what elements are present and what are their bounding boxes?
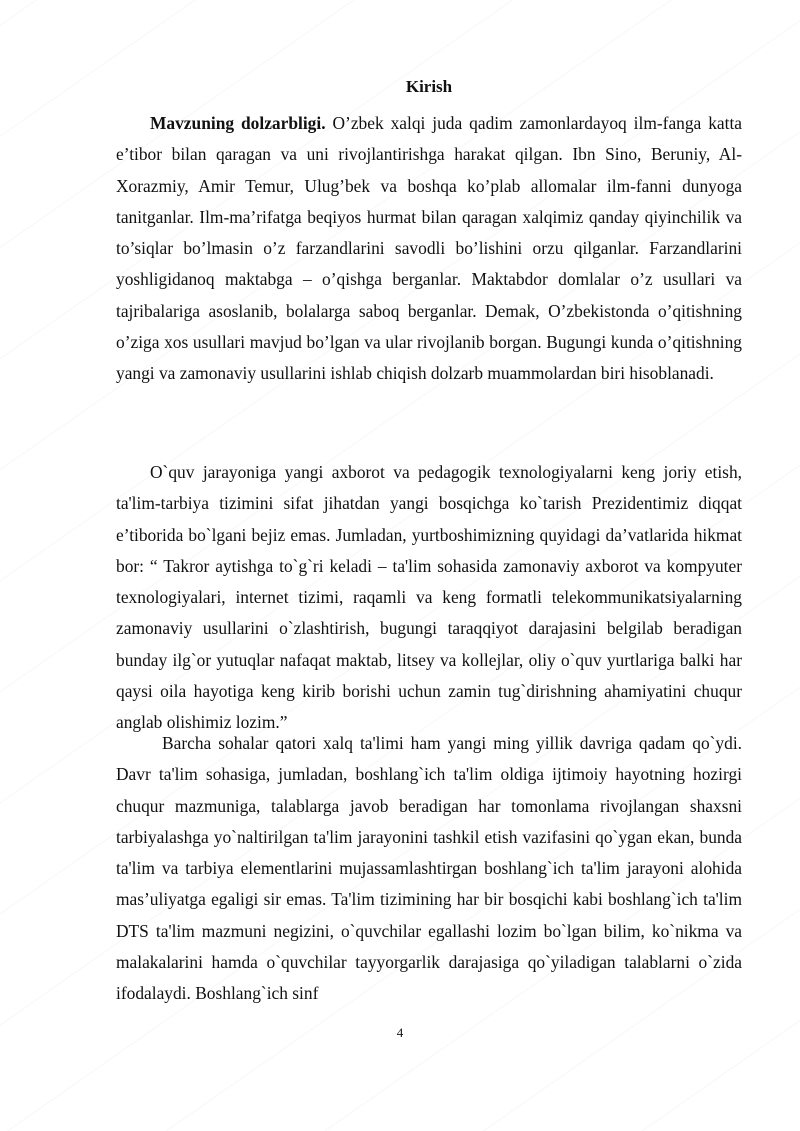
paragraph-relevance bbox=[116, 108, 742, 390]
paragraph-primary-education: Barcha sohalar qatori xalq ta'limi ham yangi ming yillik davriga qadam qo`ydi. Davr ta'lim sohasiga, jumladan, boshlang`ich ta'lim oldiga ijtimoiy hayotning hozirgi chuqur mazmuniga, talablarga javob beradigan har tomonlama rivojlangan shaxsni tarbiyalashga yo`naltirilgan ta'lim jarayonini tashkil etish vazifasini qo`ygan ekan, bunda ta'lim va tarbiya elementlarini mujassamlashtirgan boshlang`ich ta'lim jarayoni alohida mas’uliyatga egaligi sir emas. Ta'lim tizimining har bir bosqichi kabi boshlang`ich ta'lim DTS ta'lim mazmuni negizini, o`quvchilar egallashi lozim bo`lgan bilim, ko`nikma va malakalarini hamda o`quvchilar tayyorgarlik darajasiga qo`yiladigan talablarni o`zida ifodalaydi. Boshlang`ich sinf bbox=[116, 733, 742, 1004]
section-heading: Kirish bbox=[405, 77, 453, 96]
paragraph-education-technologies: O`quv jarayoniga yangi axborot va pedagogik texnologiyalarni keng joriy etish, ta'lim-tarbiya tizimini sifat jihatdan yangi bosqichga ko`tarish Prezidentimiz diqqat e’tiborida bo`lgani bejiz emas. Jumladan, yurtboshimizning quyidagi da’vatlarida hikmat bor: “ Takror aytishga to`g`ri keladi – ta'lim sohasida zamonaviy axborot va kompyuter texnologiyalari, internet tizimi, raqamli va keng formatli telekommunikatsiyalarning zamonaviy usullarini o`zlashtirish, bugungi taraqqiyot darajasini belgilab beradigan bunday ilg`or yutuqlar nafaqat maktab, litsey va kollejlar, oliy o`quv yurtlariga balki har qaysi oila hayotiga keng kirib borishi uchun zamin tug`dirishning ahamiyatini chuqur anglab olishimiz lozim.” bbox=[116, 462, 742, 733]
page-number: 4 bbox=[396, 1025, 404, 1040]
paragraph-lead-text: Mavzuning dolzarbligi. bbox=[150, 113, 326, 133]
paragraph-body-text: O’zbek xalqi juda qadim zamonlardayoq ilm-fanga katta e’tibor bilan qaragan va uni rivojlantirishga harakat qilgan. Ibn Sino, Beruniy, Al-Xorazmiy, Amir Temur, Ulug’bek va boshqa ko’plab allomalar ilm-fanni dunyoga tanitganlar. Ilm-ma’rifatga beqiyos hurmat bilan qaragan xalqimiz qanday qiyinchilik va to’siqlar bo’lmasin o’z farzandlarini savodli bo’lishini orzu qilganlar. Farzandlarini yoshligidanoq maktabga – o’qishga berganlar. Maktabdor domlalar o’z usullari va tajribalariga asoslanib, bolalarga saboq berganlar. Demak, O’zbekistonda o’qitishning o’ziga xos usullari mavjud bo’lgan va ular rivojlanib borgan. Bugungi kunda o’qitishning yangi va zamonaviy usullarini ishlab chiqish dolzarb muammolardan biri hisoblanadi. bbox=[116, 113, 742, 384]
